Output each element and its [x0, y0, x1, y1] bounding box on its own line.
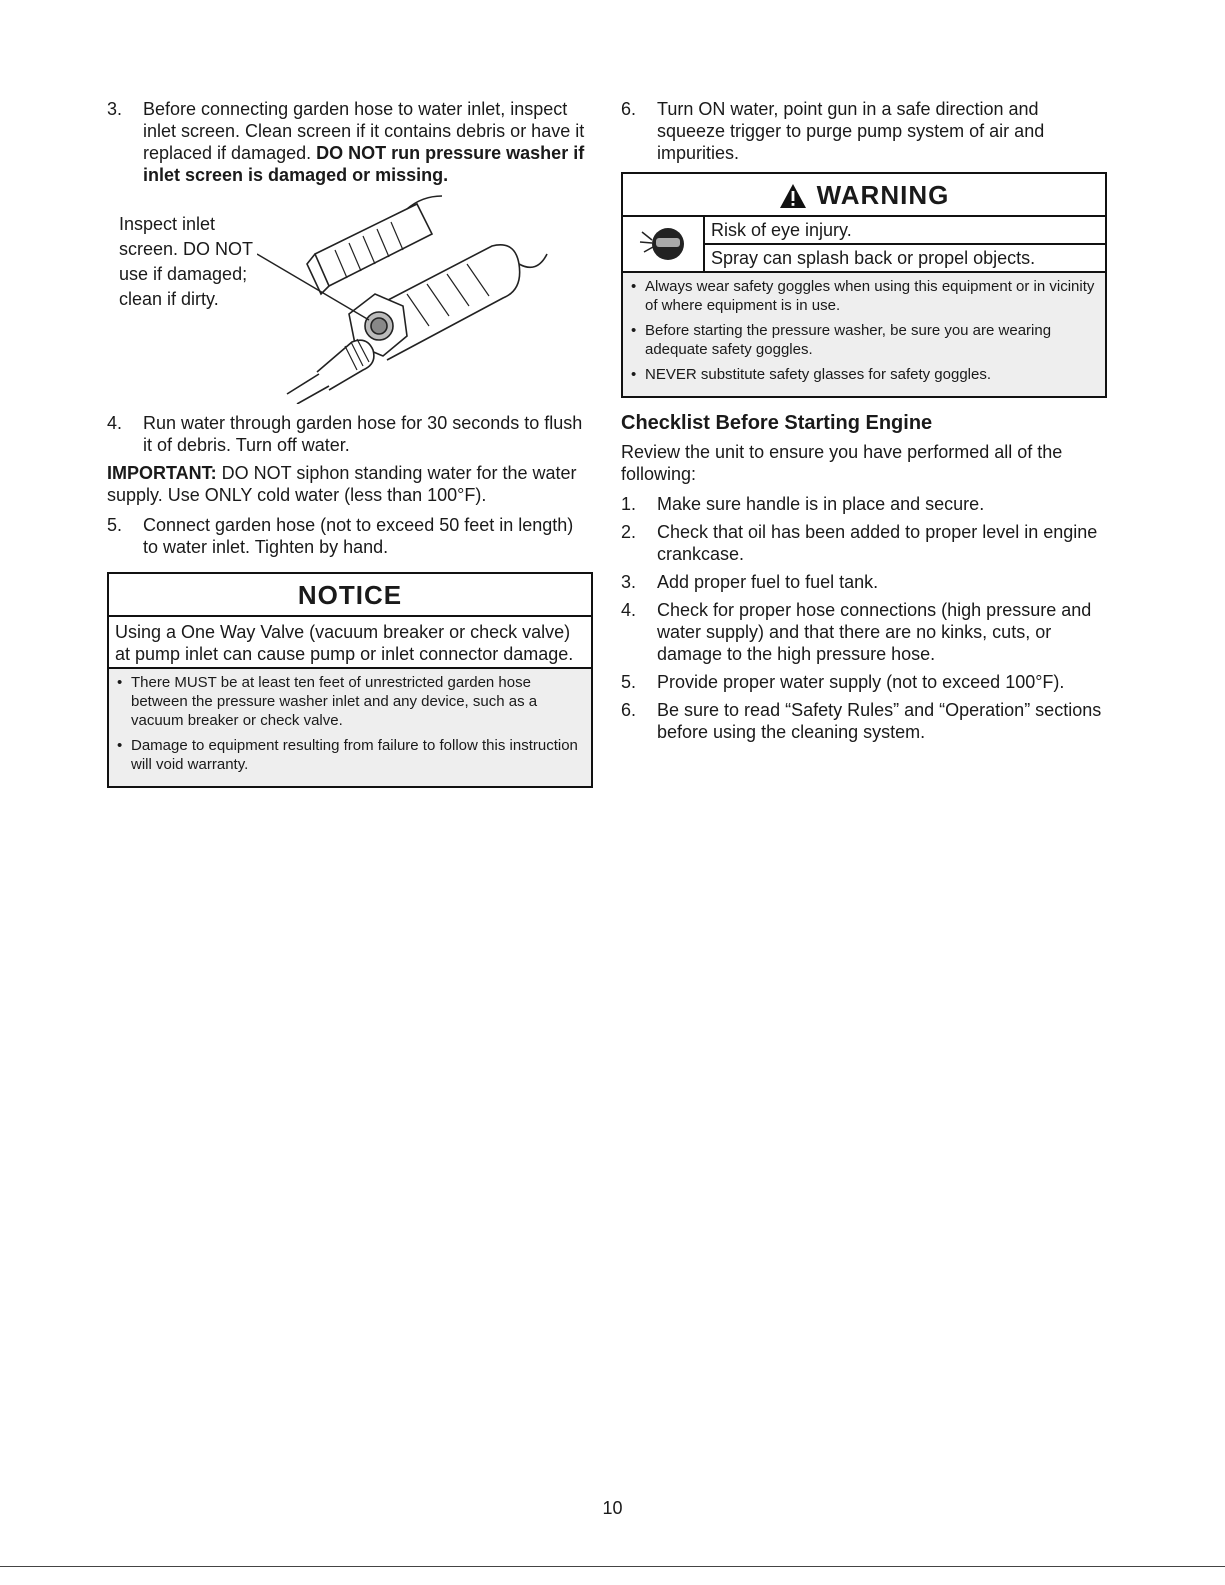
warning-header	[623, 174, 1105, 217]
item-text: Add proper fuel to fuel tank.	[657, 572, 879, 592]
bullet-text: Damage to equipment resulting from failure to follow this instruction will void warranty.	[131, 737, 578, 773]
notice-box	[107, 572, 593, 788]
checklist-item	[621, 571, 1107, 593]
notice-bullets	[109, 669, 591, 786]
important-label: IMPORTANT:	[107, 463, 217, 483]
list-item	[117, 736, 583, 774]
item-text: Make sure handle is in place and secure.	[657, 494, 985, 514]
bullet-text: NEVER substitute safety glasses for safety goggles.	[645, 366, 992, 383]
warning-bullets	[623, 273, 1105, 396]
right-column	[621, 98, 1107, 749]
step-3-bold-warning: DO NOT run pressure washer if inlet screen is damaged or missing.	[143, 143, 585, 185]
warning-triangle-icon	[779, 183, 807, 209]
important-text: DO NOT siphon standing water for the water supply. Use ONLY cold water (less than 100°F).	[107, 463, 577, 505]
checklist	[621, 493, 1107, 743]
left-column	[107, 98, 593, 788]
item-text: Check that oil has been added to proper level in engine crankcase.	[657, 522, 1098, 564]
checklist-item	[621, 493, 1107, 515]
bottom-rule	[0, 1566, 1225, 1567]
warning-line-2: Spray can splash back or propel objects.	[705, 243, 1105, 271]
warning-line-1: Risk of eye injury.	[711, 220, 852, 240]
hose-inlet-illustration	[257, 194, 557, 404]
checklist-item	[621, 699, 1107, 743]
step-5	[107, 514, 593, 558]
step-number: 3.	[107, 99, 123, 119]
step-number: 4.	[107, 413, 123, 433]
bullet-icon: •	[631, 278, 637, 295]
warning-hazard-row	[623, 217, 1105, 273]
important-note	[107, 462, 593, 506]
item-number: 6.	[621, 700, 637, 720]
item-text: Be sure to read “Safety Rules” and “Operation” sections before using the cleaning system.	[657, 700, 1102, 742]
item-text: Provide proper water supply (not to exceed 100°F).	[657, 672, 1065, 692]
list-item	[117, 673, 583, 730]
item-number: 3.	[621, 572, 637, 592]
figure-caption: Inspect inlet screen. DO NOT use if damaged; clean if dirty.	[119, 214, 253, 309]
step-text: Connect garden hose (not to exceed 50 feet in length) to water inlet. Tighten by hand.	[143, 515, 574, 557]
item-number: 5.	[621, 672, 637, 692]
item-number: 4.	[621, 600, 637, 620]
step-text	[143, 98, 593, 186]
step-number: 6.	[621, 99, 637, 119]
warning-title: WARNING	[816, 180, 950, 210]
notice-title: NOTICE	[109, 574, 591, 617]
checklist-title: Checklist Before Starting Engine	[621, 412, 933, 434]
checklist-item	[621, 671, 1107, 693]
page-number: 10	[602, 1498, 623, 1518]
step-3	[107, 98, 593, 186]
step-4	[107, 412, 593, 456]
bullet-text: Before starting the pressure washer, be sure you are wearing adequate safety goggles.	[645, 322, 1052, 358]
bullet-icon: •	[117, 737, 123, 754]
step-text: Turn ON water, point gun in a safe direction and squeeze trigger to purge pump system of air and impurities.	[657, 99, 1045, 163]
notice-lead: Using a One Way Valve (vacuum breaker or check valve) at pump inlet can cause pump or inlet connector damage.	[109, 617, 591, 669]
item-number: 1.	[621, 494, 637, 514]
step-number: 5.	[107, 515, 123, 535]
checklist-item	[621, 599, 1107, 665]
step-6	[621, 98, 1107, 164]
bullet-icon: •	[631, 322, 637, 339]
warning-hazard-lines	[705, 217, 1105, 271]
inlet-screen-figure	[107, 194, 593, 404]
item-text: Check for proper hose connections (high pressure and water supply) and that there are no kinks, cuts, or damage to the high pressure hose.	[657, 600, 1092, 664]
item-number: 2.	[621, 522, 637, 542]
bullet-text: Always wear safety goggles when using this equipment or in vicinity of where equipment is in use.	[645, 278, 1095, 314]
bullet-icon: •	[117, 674, 123, 691]
list-item	[631, 277, 1097, 315]
warning-box	[621, 172, 1107, 398]
bullet-icon: •	[631, 366, 637, 383]
checklist-intro: Review the unit to ensure you have performed all of the following:	[621, 442, 1063, 484]
step-text: Run water through garden hose for 30 seconds to flush it of debris. Turn off water.	[143, 413, 583, 455]
bullet-text: There MUST be at least ten feet of unrestricted garden hose between the pressure washer inlet and any device, such as a vacuum breaker or check valve.	[131, 674, 538, 729]
step-3-text: Before connecting garden hose to water inlet, inspect inlet screen. Clean screen if it contains debris or have it replaced if damaged.	[143, 99, 585, 163]
checklist-item	[621, 521, 1107, 565]
eye-protection-icon	[623, 217, 705, 271]
list-item	[631, 321, 1097, 359]
list-item	[631, 365, 1097, 384]
